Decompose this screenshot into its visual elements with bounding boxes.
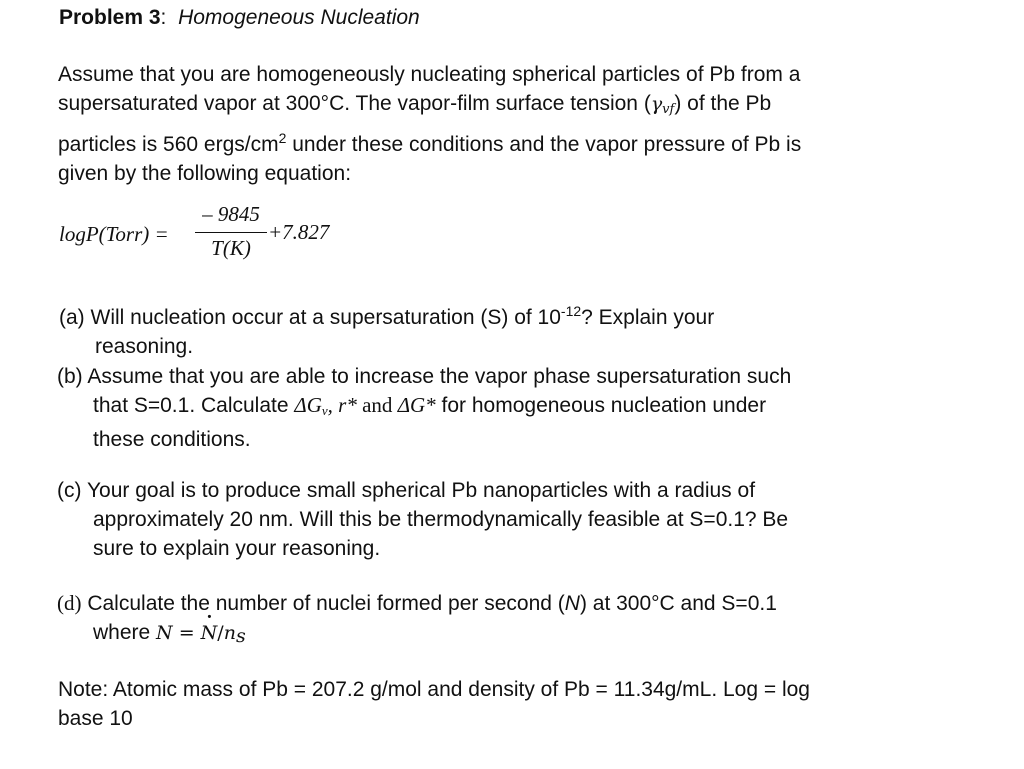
part-a (59, 297, 949, 361)
cm-exponent: 2 (278, 130, 287, 146)
title-colon: : (160, 6, 167, 29)
intro-line-2-text: supersaturated vapor at 300°C. The vapor-film surface tension ( (58, 92, 651, 115)
supersaturation-exponent: -12 (560, 303, 582, 319)
eq-ns: n (223, 622, 236, 644)
r-star: r* (332, 393, 357, 417)
problem-label: Problem 3 (59, 6, 161, 29)
part-b-line-3: these conditions. (93, 428, 251, 451)
intro-line-3-text: particles is 560 ergs/cm (58, 133, 279, 156)
part-d-label: (d) (57, 591, 82, 615)
part-d-line-2 (57, 618, 947, 651)
part-a-line-1 (59, 297, 949, 332)
part-c-line-3: sure to explain your reasoning. (93, 537, 381, 560)
eq-n-dot: · N (201, 619, 218, 648)
part-a-line-2: reasoning. (95, 335, 194, 358)
part-b-text-end: for homogeneous nucleation under (435, 394, 767, 417)
part-b-text: that S=0.1. Calculate (93, 394, 295, 417)
where-word: where (93, 621, 157, 644)
delta-g-star: ΔG* (397, 393, 436, 417)
delta-g-v-subscript: v (321, 403, 328, 418)
eq-ns-subscript: s (235, 625, 246, 647)
part-b-line-2 (57, 391, 947, 425)
n-symbol: N (564, 592, 580, 615)
and-word: and (356, 393, 398, 417)
eq-equals: = (172, 622, 201, 644)
equation-rhs: +7.827 (268, 220, 330, 244)
note-line-2: base 10 (58, 707, 133, 730)
equation-denominator: T(K) (211, 236, 251, 260)
part-b (57, 362, 947, 454)
part-c (57, 476, 947, 563)
eq-slash: / (217, 622, 224, 644)
problem-subject: Homogeneous Nucleation (178, 6, 420, 29)
part-a-text-end: ? Explain your (581, 306, 715, 329)
delta-g-v: ΔG (294, 393, 322, 417)
equation-numerator: – 9845 (202, 202, 260, 226)
part-d-text-end: ) at 300°C and S=0.1 (579, 592, 777, 615)
problem-intro (58, 60, 958, 188)
part-a-text: (a) Will nucleation occur at a supersaturation (S) of 10 (59, 306, 561, 329)
intro-line-3-end: under these conditions and the vapor pressure of Pb is (286, 133, 802, 156)
part-d (57, 589, 947, 651)
part-b-line-1: (b) Assume that you are able to increase the vapor phase supersaturation such (57, 365, 792, 388)
intro-line-3 (58, 124, 958, 159)
gamma-subscript: vf (662, 102, 675, 117)
intro-line-1: Assume that you are homogeneously nucleating spherical particles of Pb from a (58, 63, 801, 86)
note-line-1: Note: Atomic mass of Pb = 207.2 g/mol and density of Pb = 11.34g/mL. Log = log (58, 678, 810, 701)
part-c-line-2: approximately 20 nm. Will this be thermodynamically feasible at S=0.1? Be (93, 508, 789, 531)
eq-n: N (156, 622, 173, 644)
equation-lhs: logP(Torr) = (59, 222, 169, 246)
intro-line-2-end: ) of the Pb (674, 92, 772, 115)
comma: , (327, 393, 333, 417)
part-d-text: Calculate the number of nuclei formed per second ( (81, 592, 565, 615)
fraction-bar (195, 232, 267, 233)
part-c-line-1: (c) Your goal is to produce small spherical Pb nanoparticles with a radius of (57, 479, 756, 502)
note (58, 675, 958, 733)
gamma-symbol: γ (650, 93, 663, 115)
intro-line-2 (58, 89, 958, 124)
problem-title (59, 4, 420, 32)
part-d-line-1 (57, 589, 947, 618)
intro-line-4: given by the following equation: (58, 162, 352, 185)
